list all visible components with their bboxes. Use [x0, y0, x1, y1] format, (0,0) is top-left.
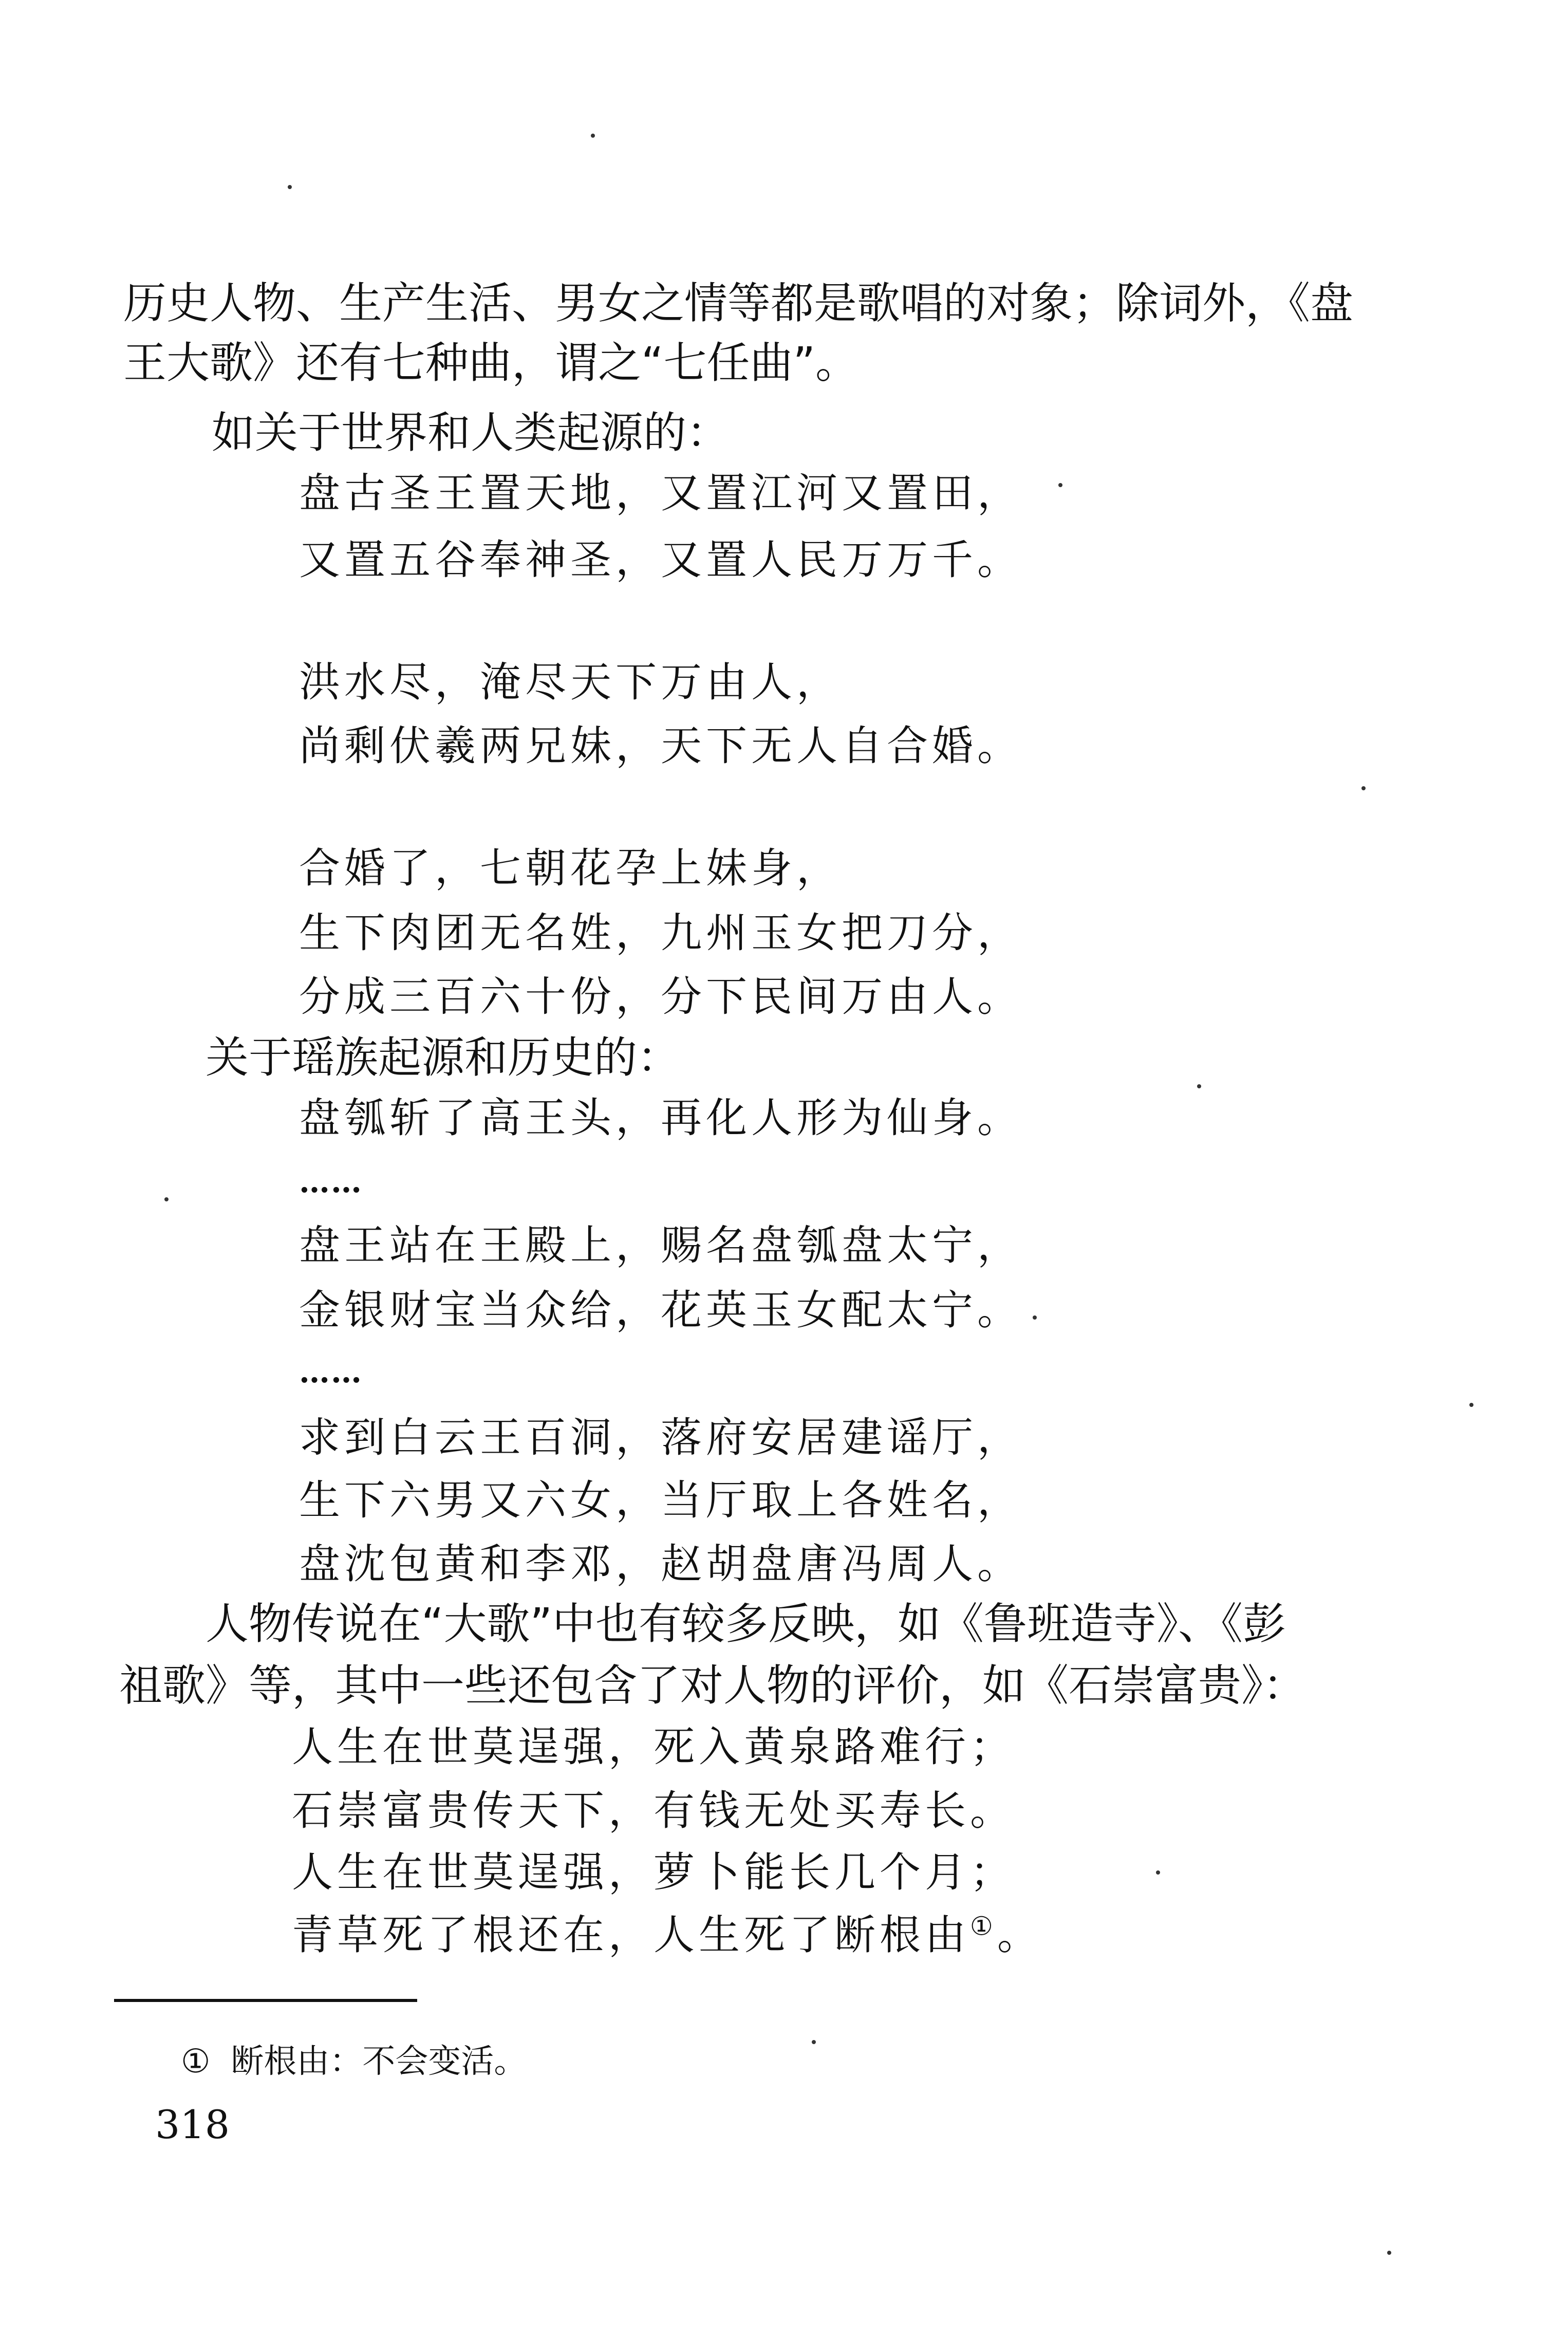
verse-line: 又置五谷奉神圣，又置人民万万千。 [299, 536, 1022, 584]
verse-line: 人生在世莫逞强，萝卜能长几个月； [292, 1848, 1015, 1896]
verse-line: 人生在世莫逞强，死入黄泉路难行； [292, 1723, 1015, 1771]
footnote-text: 断根由：不会变活。 [231, 2043, 527, 2081]
verse-line: 分成三百六十份，分下民间万由人。 [299, 973, 1022, 1021]
verse-ellipsis: …… [299, 1354, 363, 1390]
scan-speck [812, 2040, 816, 2044]
verse-line: 生下六男又六女，当厅取上各姓名， [299, 1476, 1022, 1524]
scan-speck [1033, 1315, 1037, 1320]
page-number: 318 [155, 2102, 230, 2147]
footnote-mark: ① [181, 2043, 211, 2081]
scan-speck [288, 185, 292, 189]
footnote-reference[interactable]: ① [970, 1911, 997, 1941]
verse-line: 盘沈包黄和李邓，赵胡盘唐冯周人。 [299, 1540, 1022, 1588]
verse-line: 求到白云王百洞，落府安居建谣厅， [299, 1414, 1022, 1461]
verse-line: 尚剩伏羲两兄妹，天下无人自合婚。 [299, 722, 1022, 770]
scan-speck [591, 134, 595, 138]
paragraph-line-2: 王大歌》还有七种曲，谓之“七任曲”。 [123, 338, 859, 388]
scan-speck [1197, 1084, 1201, 1088]
paragraph-people-line-2: 祖歌》等，其中一些还包含了对人物的评价，如《石崇富贵》： [119, 1660, 1306, 1711]
verse-line: 盘王站在王殿上，赐名盘瓠盘太宁， [299, 1221, 1022, 1269]
verse-text: 青草死了根还在，人生死了断根由 [292, 1911, 970, 1959]
verse-ellipsis: …… [299, 1164, 363, 1200]
verse-line: 石崇富贵传天下，有钱无处买寿长。 [292, 1787, 1015, 1834]
verse-line-last [292, 1911, 1042, 1959]
verse-line: 生下肉团无名姓，九州玉女把刀分， [299, 909, 1022, 957]
scan-speck [1469, 1403, 1473, 1407]
paragraph-intro-yao: 关于瑶族起源和历史的： [206, 1032, 681, 1083]
verse-line: 金银财宝当众给，花英玉女配太宁。 [299, 1286, 1022, 1334]
scan-speck [1361, 786, 1366, 790]
paragraph-line-1: 历史人物、生产生活、男女之情等都是歌唱的对象；除词外，《盘 [123, 278, 1354, 328]
verse-end-punct: 。 [997, 1911, 1042, 1959]
paragraph-people-line-1: 人物传说在“大歌”中也有较多反映，如《鲁班造寺》、《彭 [206, 1599, 1286, 1649]
footnote-divider [114, 1999, 417, 2002]
scan-speck [1387, 2251, 1391, 2255]
footnote [181, 2035, 527, 2082]
scan-speck [164, 1197, 169, 1201]
paragraph-intro-origin: 如关于世界和人类起源的： [212, 407, 730, 458]
verse-line: 盘古圣王置天地，又置江河又置田， [299, 469, 1022, 517]
scan-speck [1058, 483, 1062, 487]
verse-line: 盘瓠斩了高王头，再化人形为仙身。 [299, 1094, 1022, 1142]
scan-speck [1156, 1870, 1160, 1875]
verse-line: 合婚了，七朝花孕上妹身， [299, 844, 842, 892]
verse-line: 洪水尽，淹尽天下万由人， [299, 658, 842, 706]
